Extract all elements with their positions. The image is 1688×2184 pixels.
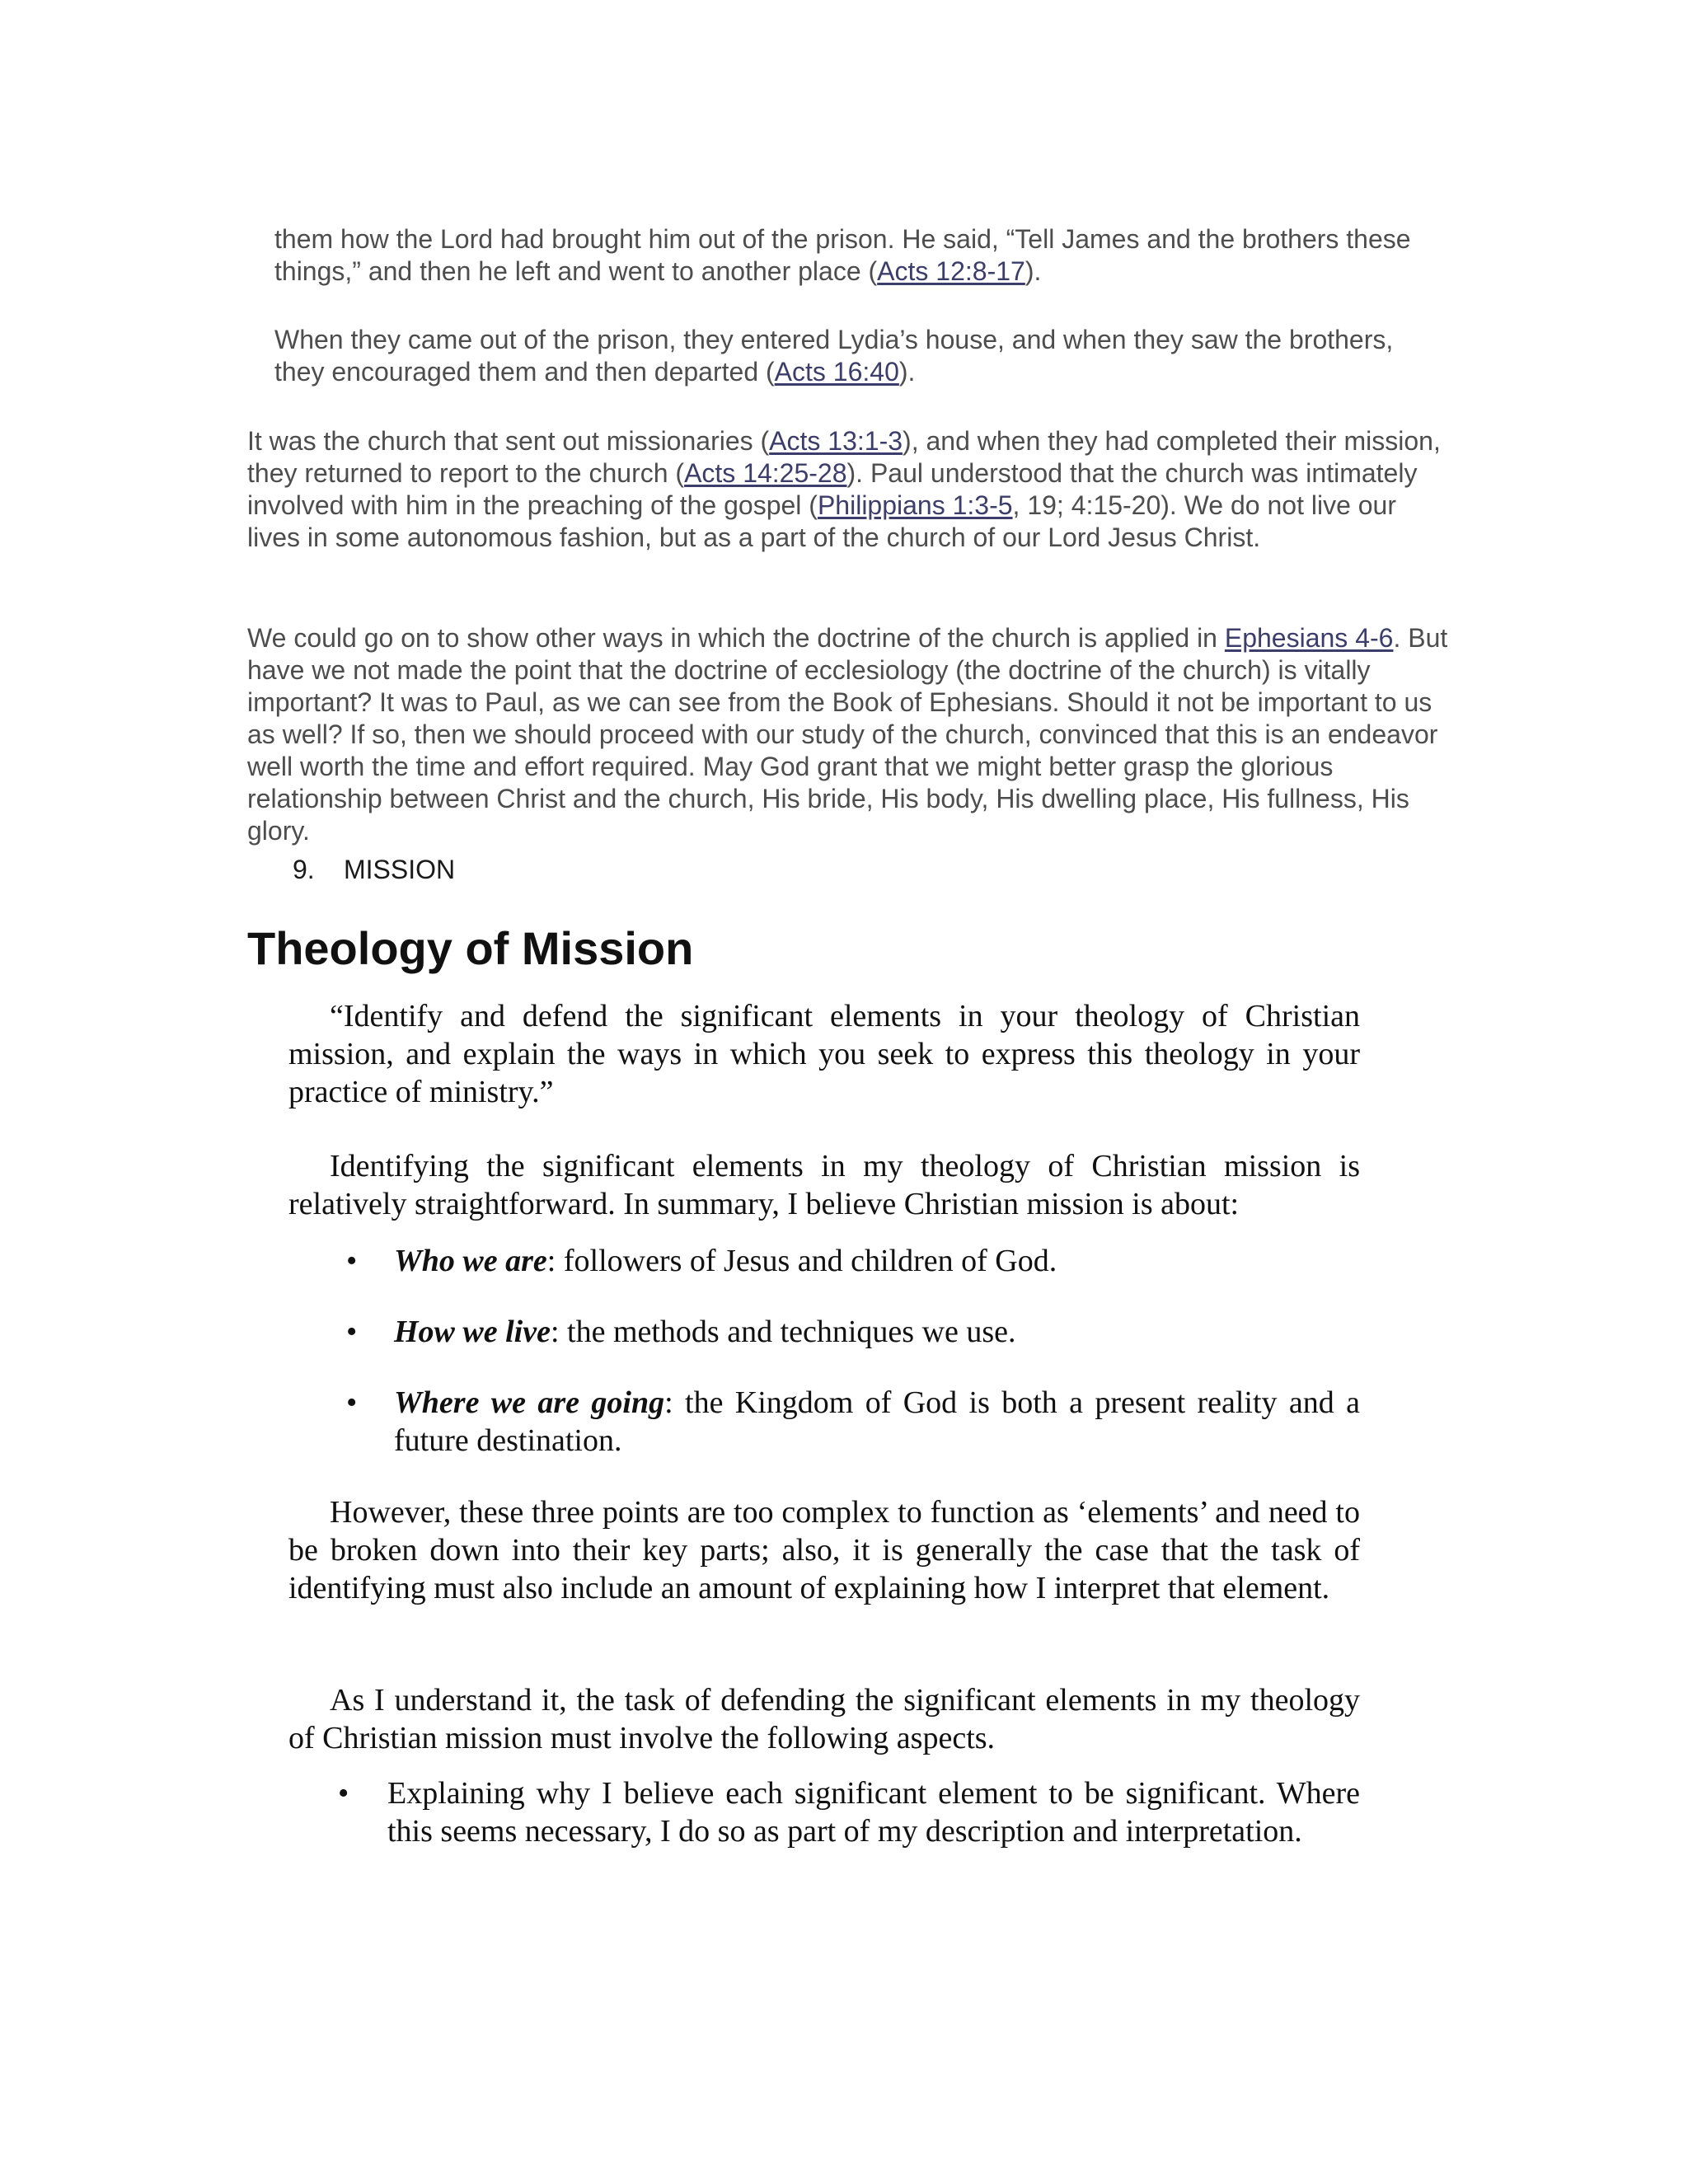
list-item: • How we live: the methods and techniques we use. xyxy=(346,1315,1016,1349)
scripture-link[interactable]: Acts 16:40 xyxy=(774,357,899,387)
list-number: 9. xyxy=(293,855,315,884)
bullet-marker: • xyxy=(346,1315,358,1349)
quote-text: ). xyxy=(898,357,916,387)
section-heading: Theology of Mission xyxy=(247,922,694,974)
body-paragraph: We could go on to show other ways in which the doctrine of the church is applied in Ephesians 4-6. But have we not made the point that the doctrine of ecclesiology (the doctrine of the church) is vitally important? It was to Paul, as we can see from the Book of Ephesians. Should it not be important to us as well? If so, then we should proceed with our study of the church, convinced that this is an endeavor well worth the time and effort required. May God grant that we might better grasp the glorious relationship between Christ and the church, His bride, His body, His dwelling place, His fullness, His glory. xyxy=(247,623,1448,846)
list-item: • Where we are going: the Kingdom of God is both a present reality and a future destination. xyxy=(346,1385,1361,1458)
scripture-link[interactable]: Acts 14:25-28 xyxy=(684,458,847,488)
bullet-marker: • xyxy=(338,1776,349,1811)
body-paragraph: As I understand it, the task of defending the significant elements in my theology of Christian mission must involve the following aspects. xyxy=(288,1683,1360,1755)
quote-text: When they came out of the prison, they entered Lydia’s house, and when they saw the brothers, they encouraged them and then departed ( xyxy=(274,325,1394,387)
scripture-quote xyxy=(274,223,1445,288)
body-paragraph: It was the church that sent out missionaries (Acts 13:1-3), and when they had completed their mission, they returned to report to the church (Acts 14:25-28). Paul understood that the church was intimately involved with him in the preaching of the gospel (Philippians 1:3-5, 19; 4:15-20). We do not live our lives in some autonomous fashion, but as a part of the church of our Lord Jesus Christ. xyxy=(247,426,1441,552)
numbered-section-label xyxy=(293,854,455,886)
quote-text: ). xyxy=(1025,256,1042,286)
section-label: MISSION xyxy=(344,855,456,884)
list-item: • Explaining why I believe each significant element to be significant. Where this seems necessary, I do so as part of my description and interpretation. xyxy=(338,1776,1360,1849)
scripture-quote xyxy=(274,324,1445,388)
bullet-marker: • xyxy=(346,1244,358,1278)
scripture-link[interactable]: Philippians 1:3-5 xyxy=(817,490,1013,520)
quote-text: them how the Lord had brought him out of the prison. He said, “Tell James and the brothers these things,” and then he left and went to another place ( xyxy=(274,224,1411,286)
body-paragraph: However, these three points are too complex to function as ‘elements’ and need to be broken down into their key parts; also, it is generally the case that the task of identifying must also include an amount of explaining how I interpret that element. xyxy=(288,1495,1360,1605)
scripture-link[interactable]: Ephesians 4-6 xyxy=(1224,623,1394,653)
bullet-marker: • xyxy=(346,1385,358,1420)
scripture-link[interactable]: Acts 12:8-17 xyxy=(877,256,1025,286)
list-item: • Who we are: followers of Jesus and children of God. xyxy=(346,1244,1057,1278)
essay-question: “Identify and defend the significant elements in your theology of Christian mission, and explain the ways in which you seek to express this theology in your practice of ministry.” xyxy=(288,999,1360,1109)
body-paragraph: Identifying the significant elements in my theology of Christian mission is relatively straightforward. In summary, I believe Christian mission is about: xyxy=(288,1149,1360,1221)
scripture-link[interactable]: Acts 13:1-3 xyxy=(769,426,903,456)
